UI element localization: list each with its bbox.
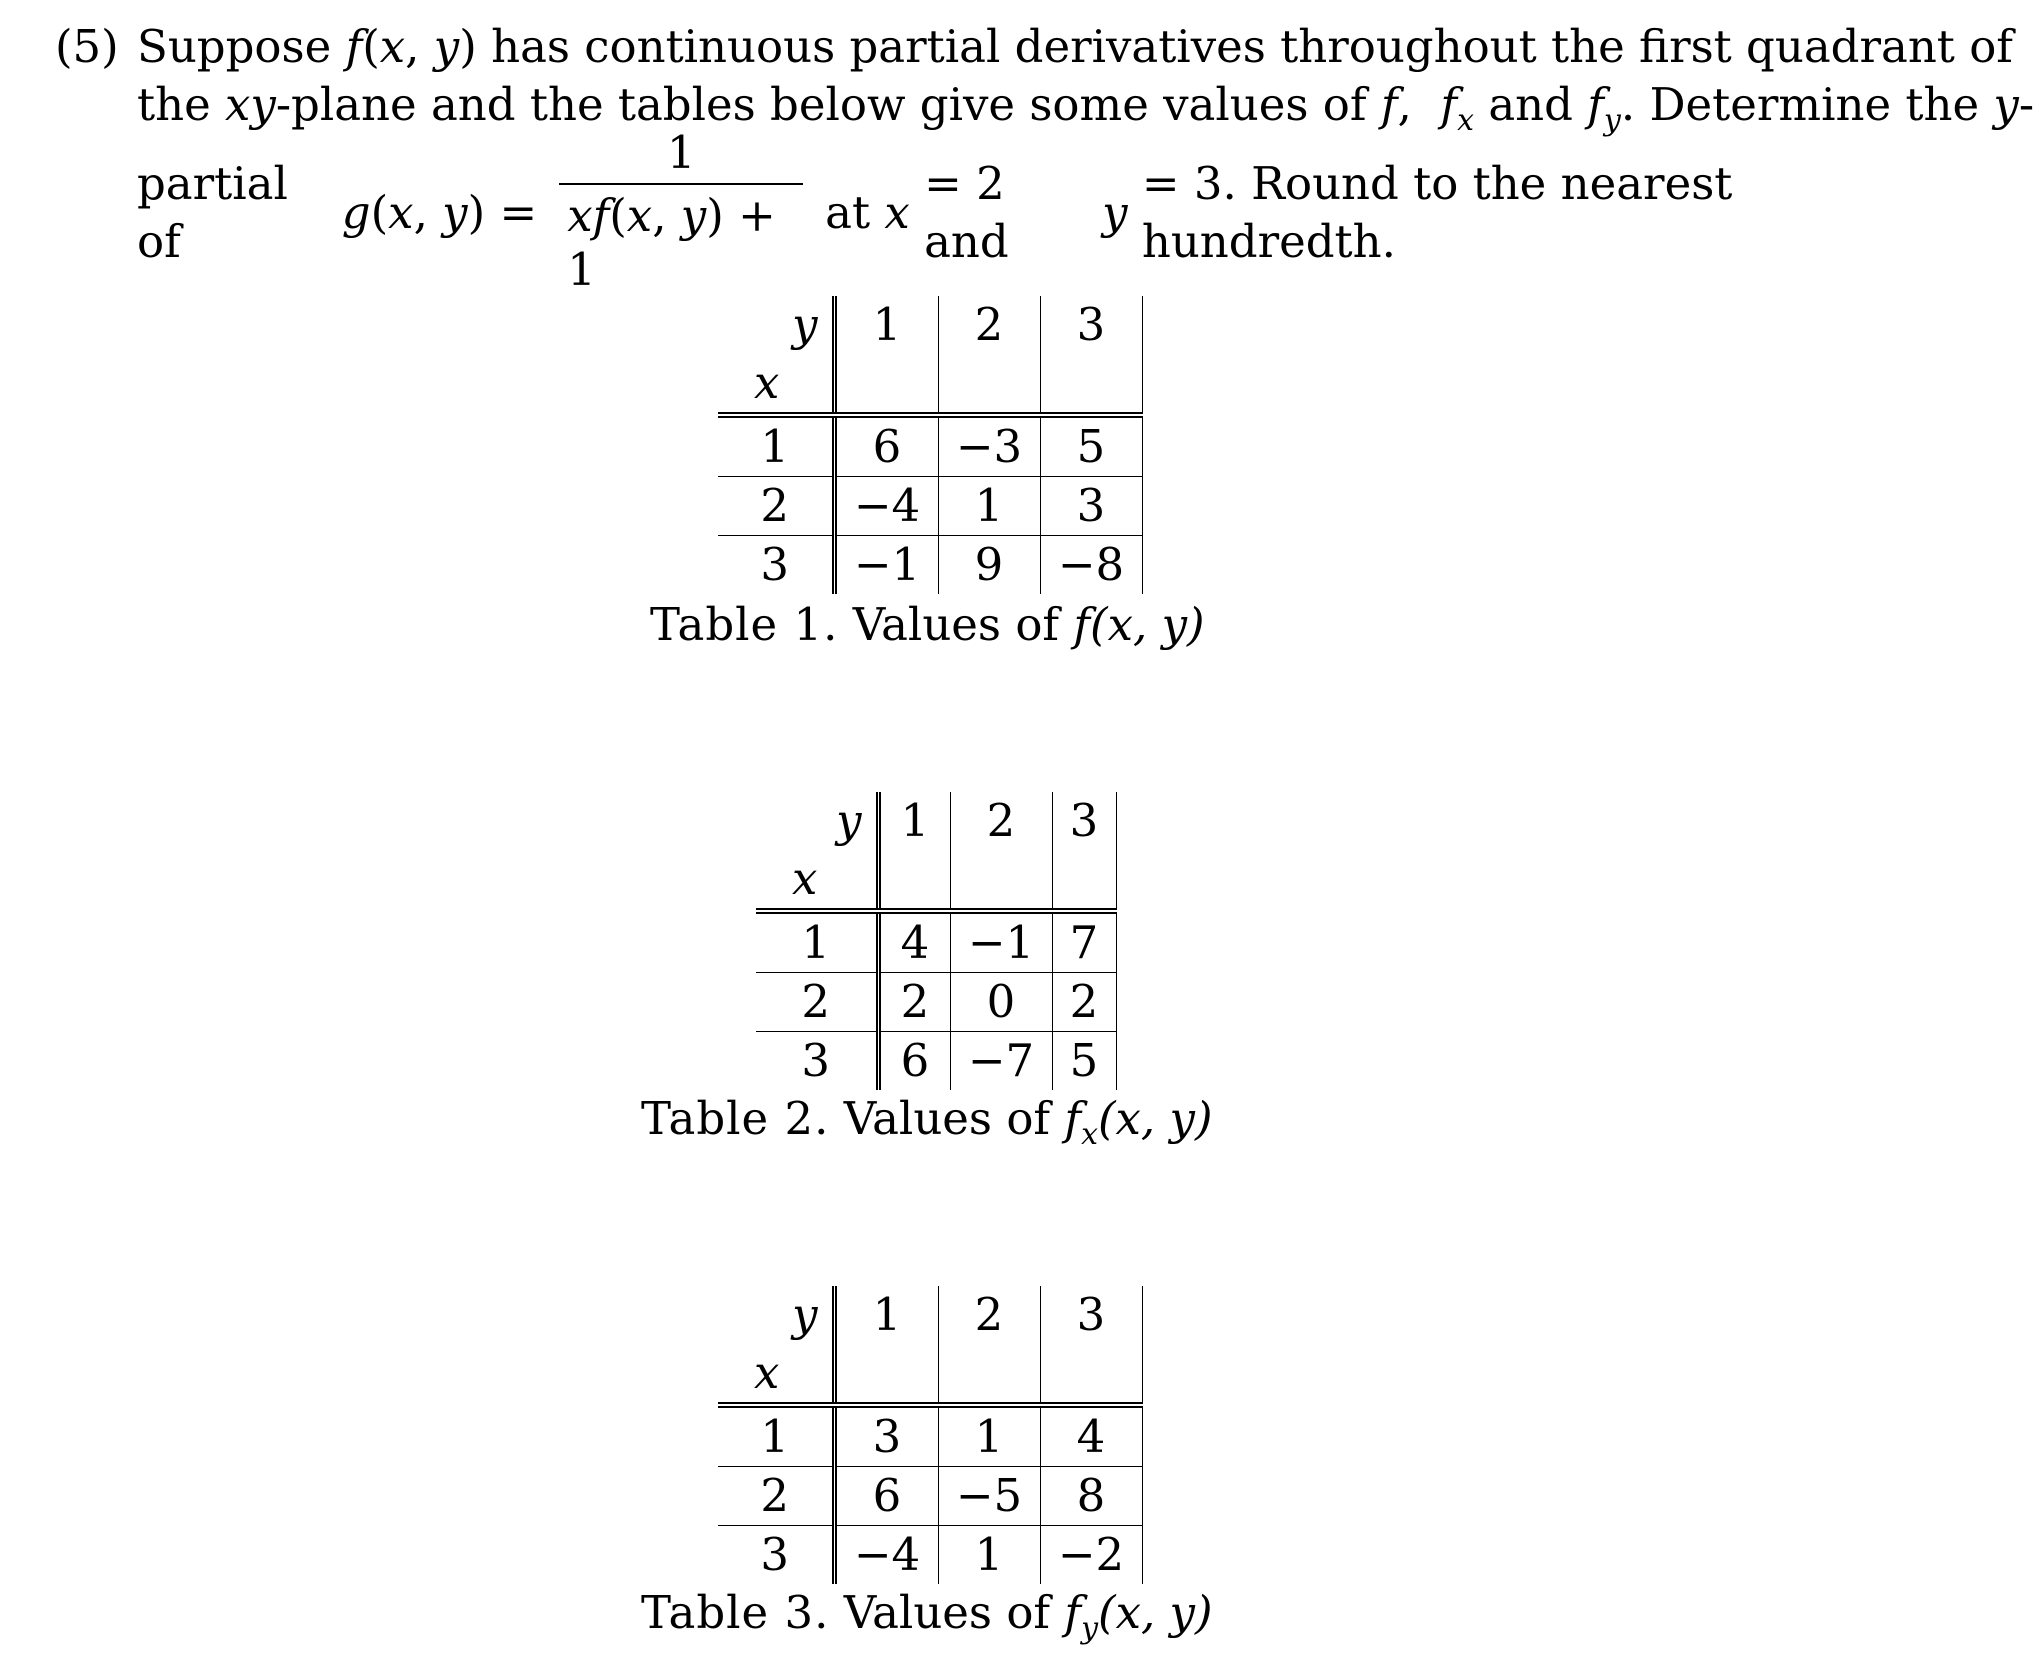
problem-line-2: the xy-plane and the tables below give some values of f, $f_x$ and $f_y$. Determine the y-	[137, 78, 2034, 138]
table-2-caption-label: Table 2.	[641, 1092, 830, 1145]
fraction-numerator: 1	[666, 125, 696, 179]
table-3-row-header: 3	[718, 1526, 834, 1585]
math-fx: f	[1440, 78, 1458, 131]
text-line2-mid: -plane and the tables below give some values of	[275, 78, 1367, 131]
math-y-eq: y	[1102, 185, 1128, 239]
table-1-caption-text: Values of	[852, 598, 1060, 651]
table-1-col-header: 1	[834, 296, 938, 354]
table-2-cell: 7	[1052, 911, 1116, 973]
table-1-header-spacer	[834, 354, 938, 415]
table-1-col-header: 2	[938, 296, 1040, 354]
table-1-caption-func: f(x, y)	[1073, 598, 1205, 651]
table-3-header-spacer	[834, 1344, 938, 1405]
table-2-col-header: 3	[1052, 792, 1116, 850]
table-1	[718, 296, 1143, 594]
math-f2: f	[1380, 78, 1398, 131]
table-3-header-spacer	[938, 1344, 1040, 1405]
table-1-caption-label: Table 1.	[650, 598, 839, 651]
text-round: = 3. Round to the nearest hundredth.	[1141, 156, 1733, 268]
table-2-cell: −1	[950, 911, 1052, 973]
table-1-cell: 1	[938, 477, 1040, 536]
table-3-cell: 1	[938, 1405, 1040, 1467]
table-1-cell: −1	[834, 536, 938, 595]
math-y-dash: y	[1993, 78, 2019, 131]
table-3-caption-label: Table 3.	[641, 1586, 830, 1639]
text-at: at	[825, 185, 871, 239]
math-f: f	[345, 20, 363, 73]
table-2-caption-func: $f_x(x$, y)	[1064, 1092, 1213, 1152]
table-1-header-spacer	[1040, 354, 1142, 415]
table-1-caption	[650, 598, 1205, 651]
table-3-caption-func: $f_y(x$, y)	[1064, 1586, 1213, 1646]
table-3-caption	[641, 1586, 1213, 1646]
math-g: g	[341, 185, 371, 239]
table-3-cell: 3	[834, 1405, 938, 1467]
table-2-cell: 5	[1052, 1032, 1116, 1091]
table-1-cell: 5	[1040, 415, 1142, 477]
table-2-cell: 6	[878, 1032, 950, 1091]
table-2-cell: 4	[878, 911, 950, 973]
table-3-cell: 1	[938, 1526, 1040, 1585]
table-2-cell: 2	[1052, 973, 1116, 1032]
table-3-x-label: x	[754, 1346, 780, 1399]
table-3-row-header: 2	[718, 1467, 834, 1526]
math-x: x	[379, 20, 406, 73]
table-2	[756, 792, 1117, 1090]
table-2-row-header: 1	[756, 911, 878, 973]
table-2-row-header: 3	[756, 1032, 878, 1091]
problem-line-3: partial of g ( x , y ) = $\frac{1}{xf(x, y) + 1}$ at x = 2 and y = 3. Round to the nearest hundredth.	[55, 150, 1925, 275]
problem-number: (5)	[55, 20, 119, 73]
problem-statement	[55, 18, 2034, 296]
text-partial-of: partial of	[137, 156, 288, 268]
table-2-header-spacer	[878, 850, 950, 911]
table-1-cell: 3	[1040, 477, 1142, 536]
table-1-col-header: 3	[1040, 296, 1142, 354]
table-3-y-label: y	[792, 1288, 818, 1341]
table-1-cell: −4	[834, 477, 938, 536]
fraction-denominator: xf(x, y) + 1	[559, 183, 803, 297]
table-2-cell: 2	[878, 973, 950, 1032]
table-3	[718, 1286, 1143, 1584]
math-gy: y	[442, 185, 468, 239]
math-y: y	[433, 20, 460, 73]
table-2-col-header: 2	[950, 792, 1052, 850]
table-3-row-header: 1	[718, 1405, 834, 1467]
text-eq2: = 2 and	[924, 156, 1009, 268]
table-2-header-spacer	[1052, 850, 1116, 911]
table-3-grid	[718, 1286, 1143, 1584]
table-3-cell: −4	[834, 1526, 938, 1585]
math-x-eq: x	[884, 185, 910, 239]
text-and: and	[1488, 78, 1573, 131]
table-2-cell: −7	[950, 1032, 1052, 1091]
table-2-row-header: 2	[756, 973, 878, 1032]
text-the: the	[137, 78, 211, 131]
table-1-cell: −3	[938, 415, 1040, 477]
math-gx: x	[388, 185, 414, 239]
table-2-caption-text: Values of	[843, 1092, 1051, 1145]
math-sub-x: x	[1457, 103, 1474, 138]
table-1-row-header: 3	[718, 536, 834, 595]
table-2-col-header: 1	[878, 792, 950, 850]
table-3-cell: 6	[834, 1467, 938, 1526]
table-3-cell: −5	[938, 1467, 1040, 1526]
math-sub-y: y	[1603, 103, 1621, 138]
table-2-x-label: x	[792, 852, 818, 905]
table-2-y-label: y	[836, 794, 862, 847]
table-3-caption-text: Values of	[843, 1586, 1051, 1639]
problem-line-1: (5) Suppose f(x, y) has continuous partial derivatives throughout the first quadrant of	[55, 18, 1925, 76]
table-1-cell: 9	[938, 536, 1040, 595]
fraction	[559, 125, 803, 297]
table-3-header-spacer	[1040, 1344, 1142, 1405]
table-2-grid	[756, 792, 1117, 1090]
table-1-header-spacer	[938, 354, 1040, 415]
table-2-header-spacer	[950, 850, 1052, 911]
table-3-col-header: 1	[834, 1286, 938, 1344]
table-3-col-header: 2	[938, 1286, 1040, 1344]
table-3-col-header: 3	[1040, 1286, 1142, 1344]
table-2-cell: 0	[950, 973, 1052, 1032]
table-1-x-label: x	[754, 356, 780, 409]
table-1-grid	[718, 296, 1143, 594]
table-1-y-label: y	[792, 298, 818, 351]
table-1-cell: −8	[1040, 536, 1142, 595]
table-1-row-header: 1	[718, 415, 834, 477]
text-determine: . Determine the	[1620, 78, 1980, 131]
table-1-row-header: 2	[718, 477, 834, 536]
table-3-cell: 8	[1040, 1467, 1142, 1526]
math-xy: xy	[225, 78, 276, 131]
table-3-cell: −2	[1040, 1526, 1142, 1585]
math-fy: f	[1587, 78, 1604, 131]
table-3-cell: 4	[1040, 1405, 1142, 1467]
text-suppose: Suppose	[137, 20, 332, 73]
table-1-cell: 6	[834, 415, 938, 477]
table-2-caption	[641, 1092, 1213, 1152]
text-line1-rest: has continuous partial derivatives throughout the first quadrant of	[491, 20, 2013, 73]
